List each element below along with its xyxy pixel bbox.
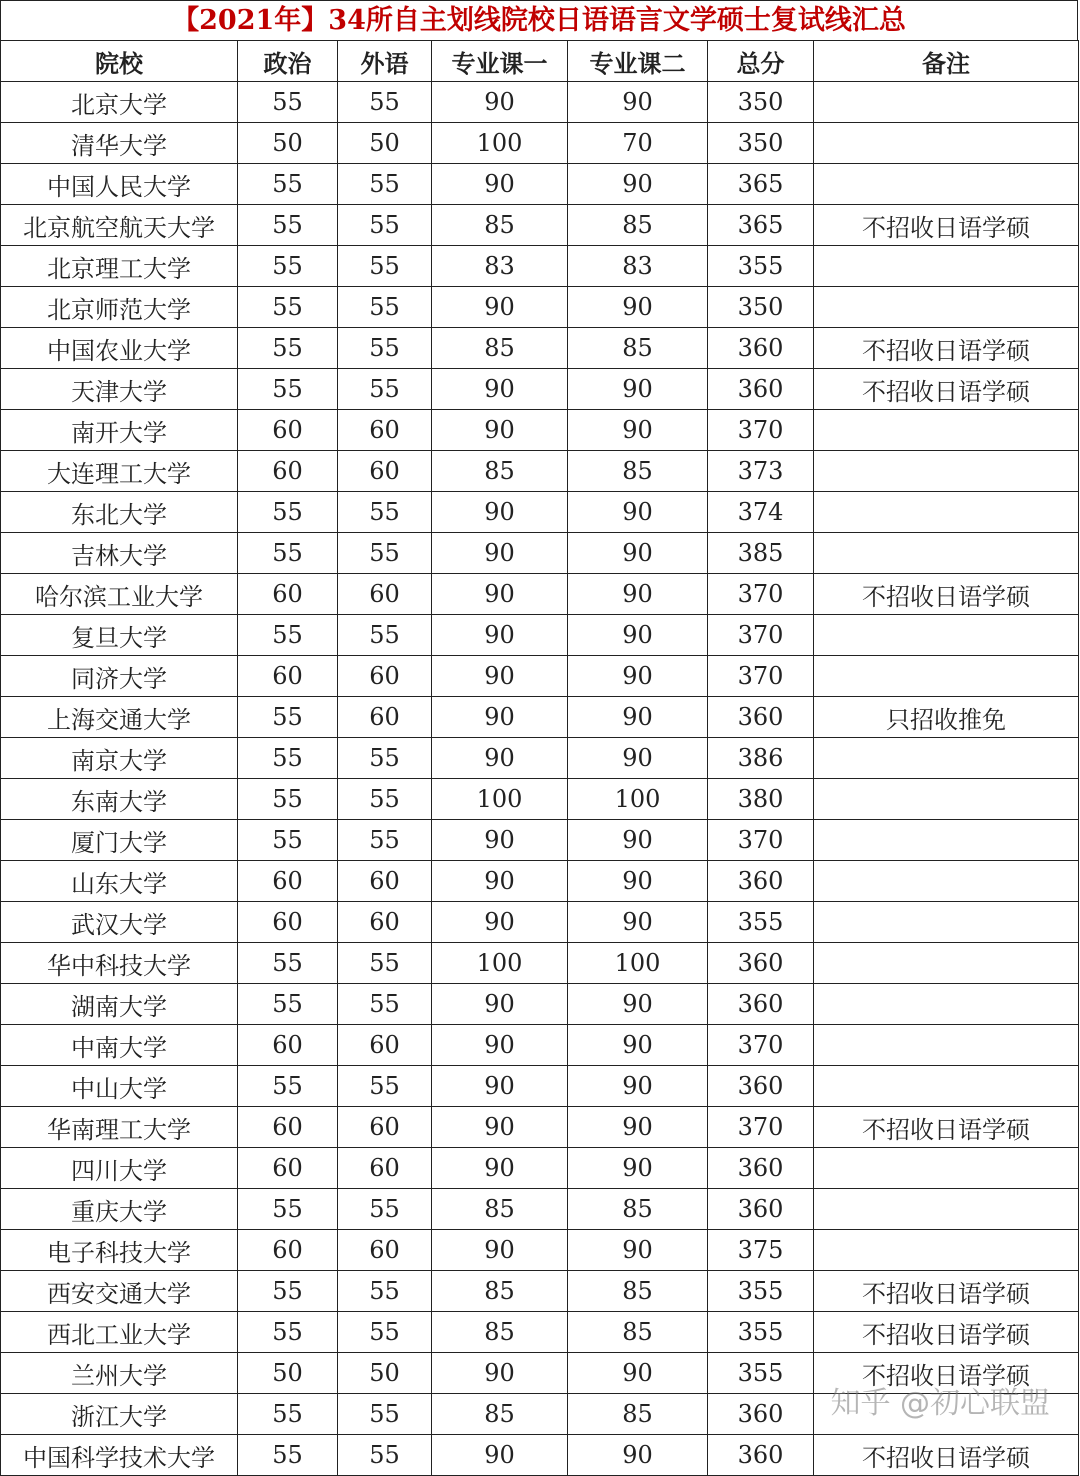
table-row — [1, 738, 1079, 779]
cell-notes — [814, 902, 1079, 943]
cell-total: 370 — [708, 656, 814, 697]
cell-foreign-language: 55 — [338, 164, 432, 205]
cell-total: 374 — [708, 492, 814, 533]
cell-politics: 55 — [238, 1271, 338, 1312]
table-row — [1, 943, 1079, 984]
cell-notes — [814, 123, 1079, 164]
cell-major-course-1: 85 — [432, 205, 568, 246]
cell-total: 360 — [708, 328, 814, 369]
cell-foreign-language: 55 — [338, 1189, 432, 1230]
cell-total: 355 — [708, 246, 814, 287]
cell-total: 360 — [708, 1066, 814, 1107]
cell-total: 355 — [708, 1312, 814, 1353]
table-row — [1, 1148, 1079, 1189]
cell-school: 中南大学 — [1, 1025, 238, 1066]
cell-total: 365 — [708, 205, 814, 246]
cell-notes — [814, 287, 1079, 328]
cell-total: 360 — [708, 1148, 814, 1189]
cell-major-course-2: 90 — [568, 492, 708, 533]
cell-foreign-language: 55 — [338, 328, 432, 369]
cell-school: 中国农业大学 — [1, 328, 238, 369]
cell-notes — [814, 820, 1079, 861]
column-header-major-course-1: 专业课一 — [432, 41, 568, 82]
column-header-politics: 政治 — [238, 41, 338, 82]
cell-politics: 55 — [238, 287, 338, 328]
table-row — [1, 1435, 1079, 1476]
cell-major-course-1: 90 — [432, 1148, 568, 1189]
cell-major-course-2: 90 — [568, 533, 708, 574]
cell-politics: 60 — [238, 1025, 338, 1066]
cell-school: 兰州大学 — [1, 1353, 238, 1394]
cell-major-course-1: 90 — [432, 1066, 568, 1107]
cell-notes — [814, 1025, 1079, 1066]
cell-major-course-1: 90 — [432, 984, 568, 1025]
table-row — [1, 861, 1079, 902]
cell-foreign-language: 55 — [338, 943, 432, 984]
cell-notes — [814, 861, 1079, 902]
table-row — [1, 779, 1079, 820]
cell-major-course-2: 90 — [568, 1148, 708, 1189]
cell-notes — [814, 943, 1079, 984]
cell-total: 355 — [708, 1353, 814, 1394]
table-title: 【2021年】34所自主划线院校日语语言文学硕士复试线汇总 — [0, 0, 1078, 40]
table-row — [1, 656, 1079, 697]
column-header-major-course-2: 专业课二 — [568, 41, 708, 82]
cell-major-course-1: 85 — [432, 1312, 568, 1353]
cell-major-course-2: 100 — [568, 779, 708, 820]
cell-foreign-language: 55 — [338, 369, 432, 410]
cell-politics: 60 — [238, 1148, 338, 1189]
cell-foreign-language: 55 — [338, 738, 432, 779]
cell-major-course-1: 90 — [432, 1230, 568, 1271]
cell-major-course-2: 85 — [568, 1394, 708, 1435]
cell-foreign-language: 55 — [338, 287, 432, 328]
cell-school: 东南大学 — [1, 779, 238, 820]
cell-major-course-2: 90 — [568, 82, 708, 123]
cell-notes — [814, 164, 1079, 205]
cell-notes — [814, 656, 1079, 697]
cell-major-course-1: 85 — [432, 1271, 568, 1312]
cell-major-course-2: 90 — [568, 820, 708, 861]
cell-school: 中国人民大学 — [1, 164, 238, 205]
table-row — [1, 123, 1079, 164]
cell-foreign-language: 55 — [338, 246, 432, 287]
cell-total: 370 — [708, 820, 814, 861]
cell-major-course-2: 90 — [568, 1025, 708, 1066]
cell-politics: 55 — [238, 164, 338, 205]
cell-notes: 不招收日语学硕 — [814, 205, 1079, 246]
cell-politics: 55 — [238, 984, 338, 1025]
cell-school: 大连理工大学 — [1, 451, 238, 492]
table-body — [1, 82, 1079, 1476]
table-row — [1, 1025, 1079, 1066]
cell-major-course-2: 85 — [568, 205, 708, 246]
cell-major-course-1: 90 — [432, 820, 568, 861]
cell-major-course-1: 90 — [432, 697, 568, 738]
table-row — [1, 205, 1079, 246]
cell-total: 350 — [708, 123, 814, 164]
cell-foreign-language: 55 — [338, 492, 432, 533]
cell-major-course-2: 90 — [568, 1435, 708, 1476]
cell-school: 南京大学 — [1, 738, 238, 779]
cell-notes — [814, 1230, 1079, 1271]
cell-school: 北京理工大学 — [1, 246, 238, 287]
cell-foreign-language: 60 — [338, 697, 432, 738]
cell-politics: 60 — [238, 1230, 338, 1271]
cell-foreign-language: 60 — [338, 656, 432, 697]
column-header-notes: 备注 — [814, 41, 1079, 82]
cell-major-course-2: 90 — [568, 902, 708, 943]
cell-total: 373 — [708, 451, 814, 492]
table-row — [1, 451, 1079, 492]
cell-school: 天津大学 — [1, 369, 238, 410]
cell-notes: 不招收日语学硕 — [814, 1435, 1079, 1476]
cell-major-course-2: 90 — [568, 1230, 708, 1271]
cell-major-course-2: 90 — [568, 410, 708, 451]
cell-major-course-2: 85 — [568, 1189, 708, 1230]
cell-major-course-1: 90 — [432, 615, 568, 656]
cell-school: 重庆大学 — [1, 1189, 238, 1230]
cell-foreign-language: 55 — [338, 1312, 432, 1353]
cell-politics: 60 — [238, 902, 338, 943]
cell-notes: 不招收日语学硕 — [814, 1271, 1079, 1312]
cell-politics: 55 — [238, 1066, 338, 1107]
cell-politics: 60 — [238, 574, 338, 615]
cell-major-course-1: 90 — [432, 82, 568, 123]
cell-total: 360 — [708, 1189, 814, 1230]
cell-major-course-2: 85 — [568, 328, 708, 369]
cell-foreign-language: 60 — [338, 451, 432, 492]
cell-school: 湖南大学 — [1, 984, 238, 1025]
cell-school: 电子科技大学 — [1, 1230, 238, 1271]
cell-notes: 只招收推免 — [814, 697, 1079, 738]
cell-total: 360 — [708, 984, 814, 1025]
cell-foreign-language: 60 — [338, 861, 432, 902]
table-row — [1, 369, 1079, 410]
cell-politics: 55 — [238, 1394, 338, 1435]
cell-major-course-1: 85 — [432, 1394, 568, 1435]
cell-total: 360 — [708, 1394, 814, 1435]
cell-major-course-1: 90 — [432, 410, 568, 451]
cell-school: 同济大学 — [1, 656, 238, 697]
cell-school: 上海交通大学 — [1, 697, 238, 738]
cell-school: 吉林大学 — [1, 533, 238, 574]
cell-notes — [814, 492, 1079, 533]
cell-politics: 50 — [238, 123, 338, 164]
cell-major-course-1: 100 — [432, 943, 568, 984]
table-row — [1, 697, 1079, 738]
cell-politics: 60 — [238, 656, 338, 697]
cell-politics: 50 — [238, 1353, 338, 1394]
cell-major-course-2: 90 — [568, 615, 708, 656]
table-row — [1, 1271, 1079, 1312]
cell-major-course-2: 90 — [568, 369, 708, 410]
cell-school: 北京航空航天大学 — [1, 205, 238, 246]
cell-foreign-language: 55 — [338, 1435, 432, 1476]
cell-school: 山东大学 — [1, 861, 238, 902]
cell-notes: 不招收日语学硕 — [814, 1312, 1079, 1353]
cell-politics: 60 — [238, 451, 338, 492]
cell-major-course-2: 90 — [568, 1353, 708, 1394]
cell-major-course-2: 90 — [568, 1107, 708, 1148]
table-row — [1, 492, 1079, 533]
table-row — [1, 902, 1079, 943]
cell-foreign-language: 55 — [338, 615, 432, 656]
cell-notes: 不招收日语学硕 — [814, 328, 1079, 369]
table-row — [1, 1066, 1079, 1107]
cell-total: 370 — [708, 1107, 814, 1148]
cell-politics: 55 — [238, 369, 338, 410]
cell-notes — [814, 779, 1079, 820]
cell-politics: 55 — [238, 328, 338, 369]
cell-politics: 55 — [238, 246, 338, 287]
cell-major-course-1: 90 — [432, 369, 568, 410]
table-row — [1, 820, 1079, 861]
cell-notes: 不招收日语学硕 — [814, 369, 1079, 410]
cell-politics: 55 — [238, 820, 338, 861]
cell-foreign-language: 50 — [338, 1353, 432, 1394]
cell-foreign-language: 55 — [338, 533, 432, 574]
cell-foreign-language: 55 — [338, 984, 432, 1025]
table-row — [1, 328, 1079, 369]
cell-major-course-1: 90 — [432, 164, 568, 205]
cell-total: 370 — [708, 574, 814, 615]
cell-foreign-language: 60 — [338, 1025, 432, 1066]
cell-school: 东北大学 — [1, 492, 238, 533]
table-row — [1, 164, 1079, 205]
cell-major-course-2: 83 — [568, 246, 708, 287]
cell-total: 375 — [708, 1230, 814, 1271]
cell-total: 360 — [708, 943, 814, 984]
cell-major-course-1: 83 — [432, 246, 568, 287]
score-table — [0, 40, 1079, 1476]
cell-total: 360 — [708, 861, 814, 902]
cell-total: 355 — [708, 1271, 814, 1312]
cell-school: 清华大学 — [1, 123, 238, 164]
cell-total: 350 — [708, 287, 814, 328]
cell-foreign-language: 55 — [338, 205, 432, 246]
cell-major-course-2: 90 — [568, 1066, 708, 1107]
table-row — [1, 1189, 1079, 1230]
cell-total: 370 — [708, 615, 814, 656]
cell-total: 370 — [708, 410, 814, 451]
cell-foreign-language: 55 — [338, 820, 432, 861]
table-row — [1, 615, 1079, 656]
cell-major-course-2: 70 — [568, 123, 708, 164]
cell-major-course-2: 90 — [568, 738, 708, 779]
cell-major-course-1: 90 — [432, 533, 568, 574]
cell-major-course-1: 90 — [432, 574, 568, 615]
cell-foreign-language: 60 — [338, 1107, 432, 1148]
cell-school: 北京师范大学 — [1, 287, 238, 328]
cell-major-course-1: 90 — [432, 287, 568, 328]
table-row — [1, 574, 1079, 615]
cell-notes — [814, 82, 1079, 123]
cell-foreign-language: 50 — [338, 123, 432, 164]
cell-school: 厦门大学 — [1, 820, 238, 861]
cell-notes — [814, 615, 1079, 656]
cell-major-course-2: 90 — [568, 164, 708, 205]
cell-politics: 55 — [238, 943, 338, 984]
cell-major-course-1: 90 — [432, 902, 568, 943]
cell-politics: 55 — [238, 1312, 338, 1353]
cell-total: 370 — [708, 1025, 814, 1066]
cell-major-course-1: 90 — [432, 861, 568, 902]
cell-major-course-1: 85 — [432, 451, 568, 492]
cell-foreign-language: 55 — [338, 1271, 432, 1312]
table-row — [1, 533, 1079, 574]
cell-school: 浙江大学 — [1, 1394, 238, 1435]
cell-foreign-language: 60 — [338, 574, 432, 615]
cell-total: 350 — [708, 82, 814, 123]
cell-school: 西安交通大学 — [1, 1271, 238, 1312]
cell-notes — [814, 410, 1079, 451]
table-row — [1, 1107, 1079, 1148]
cell-politics: 55 — [238, 82, 338, 123]
table-row — [1, 246, 1079, 287]
cell-total: 385 — [708, 533, 814, 574]
cell-notes — [814, 1066, 1079, 1107]
cell-major-course-1: 90 — [432, 656, 568, 697]
cell-major-course-2: 90 — [568, 861, 708, 902]
cell-notes: 不招收日语学硕 — [814, 1107, 1079, 1148]
cell-school: 中山大学 — [1, 1066, 238, 1107]
table-row — [1, 984, 1079, 1025]
cell-major-course-1: 85 — [432, 328, 568, 369]
cell-total: 360 — [708, 697, 814, 738]
cell-school: 西北工业大学 — [1, 1312, 238, 1353]
column-header-foreign-language: 外语 — [338, 41, 432, 82]
cell-major-course-1: 85 — [432, 1189, 568, 1230]
cell-foreign-language: 55 — [338, 779, 432, 820]
cell-major-course-2: 85 — [568, 451, 708, 492]
cell-total: 355 — [708, 902, 814, 943]
cell-major-course-2: 90 — [568, 287, 708, 328]
cell-major-course-1: 100 — [432, 123, 568, 164]
cell-politics: 55 — [238, 738, 338, 779]
cell-major-course-1: 90 — [432, 1353, 568, 1394]
cell-politics: 55 — [238, 205, 338, 246]
cell-major-course-2: 90 — [568, 656, 708, 697]
table-row — [1, 82, 1079, 123]
cell-major-course-2: 85 — [568, 1271, 708, 1312]
cell-major-course-2: 90 — [568, 984, 708, 1025]
cell-foreign-language: 55 — [338, 1066, 432, 1107]
table-row — [1, 1230, 1079, 1271]
cell-major-course-1: 90 — [432, 1025, 568, 1066]
cell-politics: 60 — [238, 861, 338, 902]
cell-politics: 55 — [238, 615, 338, 656]
cell-notes: 不招收日语学硕 — [814, 1353, 1079, 1394]
cell-school: 华南理工大学 — [1, 1107, 238, 1148]
cell-total: 365 — [708, 164, 814, 205]
cell-school: 中国科学技术大学 — [1, 1435, 238, 1476]
cell-notes — [814, 533, 1079, 574]
cell-notes — [814, 738, 1079, 779]
cell-foreign-language: 60 — [338, 1148, 432, 1189]
cell-major-course-2: 100 — [568, 943, 708, 984]
cell-politics: 60 — [238, 410, 338, 451]
column-header-school: 院校 — [1, 41, 238, 82]
cell-major-course-1: 90 — [432, 492, 568, 533]
cell-school: 哈尔滨工业大学 — [1, 574, 238, 615]
column-header-total: 总分 — [708, 41, 814, 82]
cell-notes — [814, 451, 1079, 492]
cell-notes — [814, 1189, 1079, 1230]
cell-major-course-2: 90 — [568, 697, 708, 738]
cell-total: 360 — [708, 369, 814, 410]
cell-major-course-1: 90 — [432, 1435, 568, 1476]
cell-school: 武汉大学 — [1, 902, 238, 943]
cell-politics: 55 — [238, 492, 338, 533]
cell-politics: 55 — [238, 697, 338, 738]
cell-politics: 55 — [238, 1189, 338, 1230]
cell-major-course-1: 90 — [432, 1107, 568, 1148]
cell-total: 380 — [708, 779, 814, 820]
watermark: 知乎 @初心联盟 — [830, 1386, 1050, 1421]
cell-notes — [814, 984, 1079, 1025]
cell-school: 复旦大学 — [1, 615, 238, 656]
cell-school: 四川大学 — [1, 1148, 238, 1189]
cell-foreign-language: 55 — [338, 1394, 432, 1435]
cell-politics: 55 — [238, 1435, 338, 1476]
cell-foreign-language: 60 — [338, 410, 432, 451]
cell-politics: 55 — [238, 779, 338, 820]
table-row — [1, 1312, 1079, 1353]
cell-major-course-1: 100 — [432, 779, 568, 820]
cell-school: 南开大学 — [1, 410, 238, 451]
cell-notes — [814, 1148, 1079, 1189]
cell-major-course-2: 90 — [568, 574, 708, 615]
header-row — [1, 41, 1079, 82]
table-row — [1, 287, 1079, 328]
cell-foreign-language: 55 — [338, 82, 432, 123]
cell-major-course-1: 90 — [432, 738, 568, 779]
cell-school: 华中科技大学 — [1, 943, 238, 984]
cell-politics: 60 — [238, 1107, 338, 1148]
cell-school: 北京大学 — [1, 82, 238, 123]
cell-total: 386 — [708, 738, 814, 779]
cell-notes: 不招收日语学硕 — [814, 574, 1079, 615]
cell-notes — [814, 246, 1079, 287]
cell-foreign-language: 60 — [338, 1230, 432, 1271]
cell-total: 360 — [708, 1435, 814, 1476]
cell-politics: 55 — [238, 533, 338, 574]
cell-major-course-2: 85 — [568, 1312, 708, 1353]
cell-foreign-language: 60 — [338, 902, 432, 943]
table-row — [1, 410, 1079, 451]
